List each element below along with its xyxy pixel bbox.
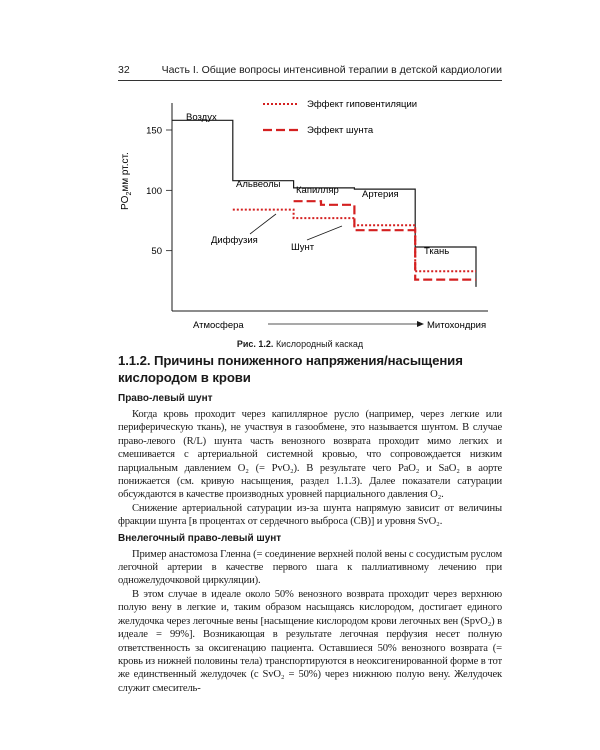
page-number: 32 bbox=[118, 64, 130, 76]
running-title: Часть I. Общие вопросы интенсивной терапии в детской кардиологии bbox=[161, 64, 502, 76]
series-main-cascade bbox=[172, 120, 476, 287]
stage-label-capillary: Капилляр bbox=[296, 185, 339, 196]
y-tick-label: 100 bbox=[146, 185, 162, 197]
section-heading bbox=[118, 352, 502, 386]
paragraph-3: Пример анастомоза Гленна (= соединение верхней полой вены с сосудистым руслом легочной артерии в качестве первого шага к паллиативному лечению при одножелудочковой циркуляции). bbox=[118, 548, 502, 587]
annotation-diffusion: Диффузия bbox=[211, 235, 258, 246]
annotation-shunt-pointer bbox=[307, 226, 342, 240]
annotation-shunt: Шунт bbox=[291, 242, 315, 253]
y-label-main: PO bbox=[120, 195, 131, 210]
series-layer bbox=[172, 120, 476, 287]
y-ticks bbox=[146, 126, 172, 258]
stage-label-air: Воздух bbox=[186, 112, 217, 123]
oxygen-cascade-chart bbox=[0, 0, 600, 340]
y-tick-label: 150 bbox=[146, 125, 162, 137]
section-heading-line2: кислородом в крови bbox=[118, 370, 251, 385]
paragraph-4: В этом случае в идеале около 50% венозного возврата проходит через верхнюю полую вену в легкие и, таким образом насыщаясь кислородом, достигает единого желудочка через легочные вены [насыщение кислородом крови легочных вен (SpvO₂) в идеале = 99%]. Возникающая в результате легочная перфузия несет полную ответственность за оксигенацию пациента. Оставшиеся 50% венозного возврата (= кровь из нижней половины тела) транспортируются в неоксигенированной форме в тот же единственный желудочек (с SvO₂ = 50%) через нижнюю полую вену. Желудочек служит смеситель- bbox=[118, 588, 502, 694]
legend-shunt: Эффект шунта bbox=[307, 125, 374, 136]
paragraph-1: Когда кровь проходит через капиллярное русло (например, через легкие или периферическую ткань), не участвуя в газообмене, это называется шунтом. В случае право-левого (R/L) шунта часть венозного возврата проходит мимо легких и смешивается с артериальной системной кровью, что сопровождается низким парциальным давлением O₂ (= PvO₂). В результате чего PaO₂ и SaO₂ в аорте понижается (см. кривую насыщения, раздел 1.1.3). Далее показатели сатурации обсуждаются в качестве производных уровней парциального давления O₂. bbox=[118, 409, 502, 501]
paragraph-2: Снижение артериальной сатурации из-за шунта напрямую зависит от величины фракции шунта [в процентах от сердечного выброса (СВ)] и уровня SvO₂. bbox=[118, 502, 502, 528]
section-body bbox=[118, 352, 502, 695]
y-tick-label: 50 bbox=[151, 246, 162, 258]
subheading-right-left-shunt: Право-левый шунт bbox=[118, 393, 213, 404]
x-label-mitochondria: Митохондрия bbox=[427, 320, 487, 331]
series-shunt bbox=[294, 201, 476, 279]
legend-hypoventilation: Эффект гиповентиляции bbox=[307, 99, 418, 110]
y-axis-label bbox=[120, 152, 133, 210]
stage-label-tissue: Ткань bbox=[424, 246, 450, 257]
stage-label-artery: Артерия bbox=[362, 189, 399, 200]
figure-caption bbox=[0, 339, 600, 349]
stage-label-alveoli: Альвеолы bbox=[236, 179, 281, 190]
x-label-atmosphere: Атмосфера bbox=[193, 320, 244, 331]
caption-label: Рис. 1.2. bbox=[236, 339, 274, 349]
subheading-extrapulmonary-shunt: Внелегочный право-левый шунт bbox=[118, 532, 282, 544]
annotation-diffusion-pointer bbox=[250, 214, 276, 234]
x-arrow-head bbox=[417, 321, 424, 327]
y-label-rest: мм рт.ст. bbox=[120, 152, 131, 192]
caption-text: Кислородный каскад bbox=[275, 339, 364, 349]
section-heading-line1: 1.1.2. Причины пониженного напряжения/насыщения bbox=[118, 353, 463, 368]
y-label-sub: 2 bbox=[126, 191, 133, 196]
